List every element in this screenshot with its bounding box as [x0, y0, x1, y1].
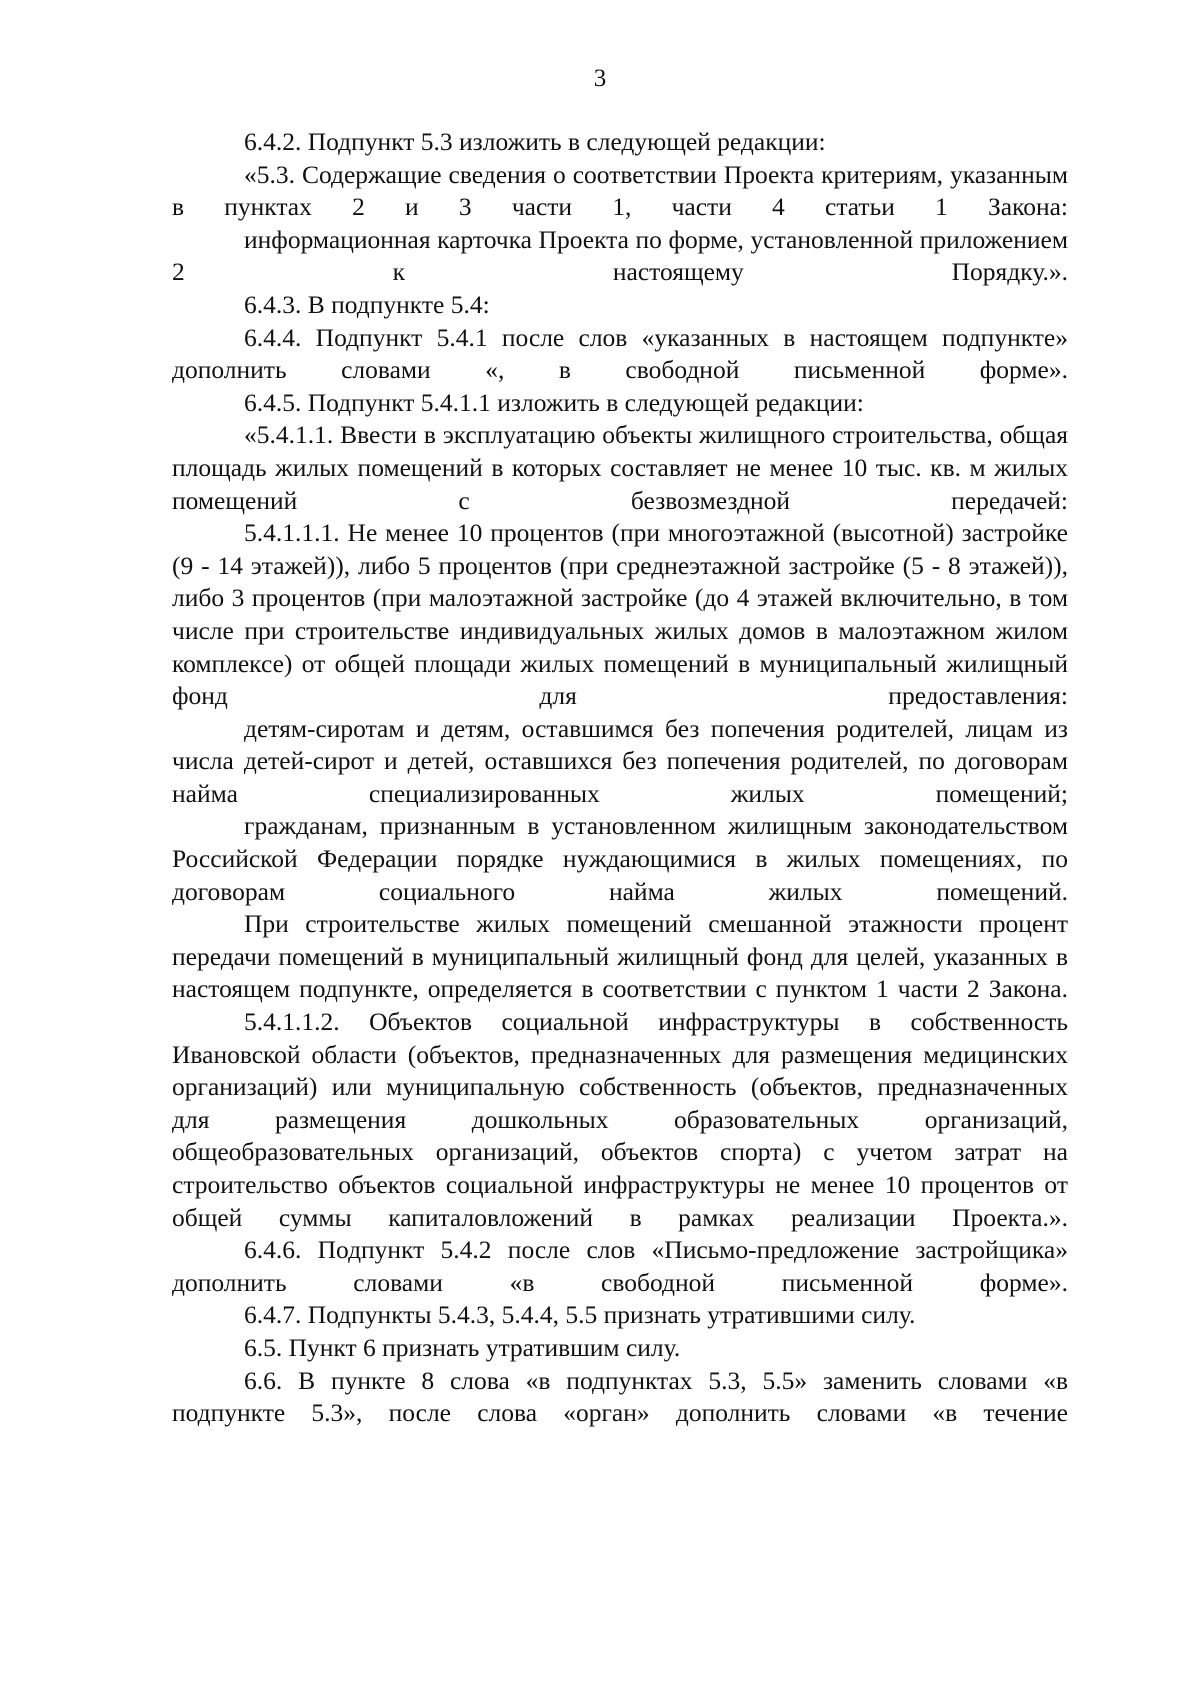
- paragraph: детям-сиротам и детям, оставшимся без попечения родителей, лицам из числа детей-сирот и детей, оставшихся без попечения родителей, по договорам найма специализированных жилых помещений;: [172, 713, 1068, 808]
- paragraph: 6.6. В пункте 8 слова «в подпунктах 5.3, 5.5» заменить словами «в подпункте 5.3», после слова «орган» дополнить словами «в течение: [172, 1365, 1068, 1428]
- paragraph: 6.4.2. Подпункт 5.3 изложить в следующей редакции:: [244, 127, 826, 156]
- paragraph: «5.4.1.1. Ввести в эксплуатацию объекты жилищного строительства, общая площадь жилых помещений в которых составляет не менее 10 тыс. кв. м жилых помещений с безвозмездной передачей:: [172, 420, 1068, 515]
- paragraph: «5.3. Содержащие сведения о соответствии Проекта критериям, указанным в пунктах 2 и 3 части 1, части 4 статьи 1 Закона:: [172, 159, 1068, 222]
- paragraph: 6.4.4. Подпункт 5.4.1 после слов «указанных в настоящем подпункте» дополнить словами «, в свободной письменной форме».: [172, 322, 1068, 385]
- paragraph: 6.4.6. Подпункт 5.4.2 после слов «Письмо-предложение застройщика» дополнить словами «в свободной письменной форме».: [172, 1235, 1068, 1297]
- paragraph: 5.4.1.1.2. Объектов социальной инфраструктуры в собственность Ивановской области (объектов, предназначенных для размещения медицинских организаций) или муниципальную собственность (объектов, предназначенных для размещения дошкольных образовательных организаций, общеобразовательных организаций, объектов спорта) с учетом затрат на строительство объектов социальной инфраструктуры не менее 10 процентов от общей суммы капиталовложений в рамках реализации Проекта.».: [172, 1007, 1068, 1232]
- paragraph: При строительстве жилых помещений смешанной этажности процент передачи помещений в муниципальный жилищный фонд для целей, указанных в настоящем подпункте, определяется в соответствии с пунктом 1 части 2 Закона.: [172, 909, 1068, 1004]
- page-number: 3: [593, 65, 607, 92]
- paragraph: информационная карточка Проекта по форме, установленной приложением 2 к настоящему Порядку.».: [172, 224, 1068, 287]
- paragraph: 5.4.1.1.1. Не менее 10 процентов (при многоэтажной (высотной) застройке (9 - 14 этажей)), либо 5 процентов (при среднеэтажной застройке (5 - 8 этажей)), либо 3 процентов (при малоэтажной застройке (до 4 этажей включительно, в том числе при строительстве индивидуальных жилых домов в малоэтажном жилом комплексе) от общей площади жилых помещений в муниципальный жилищный фонд для предоставления:: [172, 518, 1068, 711]
- paragraph: гражданам, признанным в установленном жилищным законодательством Российской Федерации порядке нуждающимися в жилых помещениях, по договорам социального найма жилых помещений.: [172, 811, 1068, 906]
- paragraph: 6.4.3. В подпункте 5.4:: [244, 289, 490, 319]
- paragraph: 6.4.5. Подпункт 5.4.1.1 изложить в следующей редакции:: [244, 387, 864, 417]
- paragraph: 6.5. Пункт 6 признать утратившим силу.: [244, 1332, 681, 1362]
- document-body: [172, 126, 1068, 1430]
- paragraph: 6.4.7. Подпункты 5.4.3, 5.4.4, 5.5 признать утратившими силу.: [244, 1300, 916, 1330]
